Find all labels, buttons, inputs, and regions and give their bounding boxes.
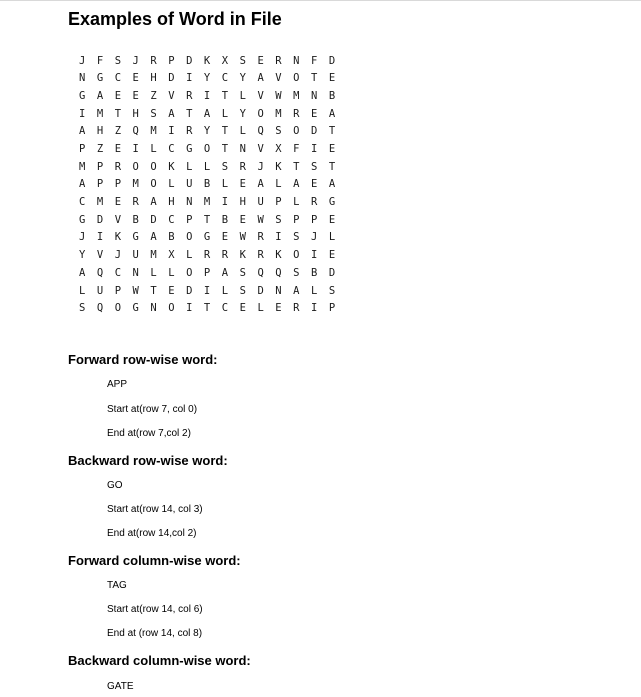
grid-cell: C (114, 72, 122, 85)
grid-cell: A (79, 125, 86, 138)
grid-cell: U (257, 196, 264, 209)
grid-cell: E (132, 72, 139, 85)
grid-cell: P (114, 178, 122, 191)
grid-cell: Q (96, 266, 104, 279)
grid-cell: A (293, 284, 300, 297)
grid-cell: W (257, 213, 264, 226)
grid-cell: D (328, 266, 336, 279)
grid-cell: Y (239, 107, 246, 120)
grid-cell: U (96, 284, 104, 297)
grid-cell: U (132, 249, 139, 262)
grid-cell: V (257, 143, 264, 156)
grid-cell: L (221, 284, 229, 297)
grid-cell: I (186, 72, 193, 85)
grid-cell: L (150, 266, 157, 279)
grid-cell: E (328, 143, 336, 156)
grid-cell: S (275, 125, 282, 138)
grid-cell: J (79, 54, 86, 67)
grid-cell: M (293, 89, 300, 102)
grid-cell: D (96, 213, 104, 226)
grid-cell: R (186, 125, 193, 138)
grid-cell: T (310, 72, 318, 85)
grid-cell: L (275, 178, 282, 191)
grid-cell: A (293, 178, 300, 191)
grid-cell: S (328, 284, 336, 297)
section-word-backward-row: GO (107, 480, 123, 491)
grid-cell: E (168, 284, 175, 297)
grid-cell: L (239, 125, 246, 138)
grid-cell: G (79, 89, 86, 102)
grid-cell: A (257, 178, 264, 191)
grid-cell: E (132, 89, 139, 102)
section-end-forward-row: End at(row 7,col 2) (107, 428, 191, 439)
grid-cell: C (168, 143, 175, 156)
grid-cell: O (293, 125, 300, 138)
grid-cell: S (239, 284, 246, 297)
grid-cell: I (96, 231, 104, 244)
grid-cell: J (132, 54, 139, 67)
grid-cell: I (132, 143, 139, 156)
grid-cell: P (275, 196, 282, 209)
grid-cell: J (257, 160, 264, 173)
section-word-forward-row: APP (107, 379, 128, 390)
grid-row (79, 70, 347, 88)
grid-cell: M (96, 107, 104, 120)
grid-cell: B (203, 178, 211, 191)
grid-cell: Y (239, 72, 246, 85)
grid-cell: A (150, 231, 157, 244)
grid-cell: H (150, 72, 157, 85)
grid-cell: G (203, 231, 211, 244)
grid-cell: J (79, 231, 86, 244)
grid-cell: O (203, 143, 211, 156)
grid-cell: P (203, 266, 211, 279)
grid-row (79, 264, 347, 282)
grid-cell: B (310, 266, 318, 279)
grid-cell: V (275, 72, 282, 85)
grid-cell: V (96, 249, 104, 262)
grid-cell: R (293, 107, 300, 120)
page-title: Examples of Word in File (68, 9, 282, 29)
grid-cell: E (239, 213, 246, 226)
grid-cell: Z (150, 89, 157, 102)
grid-cell: I (203, 284, 211, 297)
grid-cell: B (328, 89, 336, 102)
grid-cell: M (132, 178, 139, 191)
grid-cell: C (221, 302, 229, 315)
grid-cell: L (203, 160, 211, 173)
grid-row (79, 300, 347, 318)
grid-cell: W (239, 231, 246, 244)
grid-row (79, 282, 347, 300)
grid-cell: L (293, 196, 300, 209)
grid-cell: L (239, 89, 246, 102)
section-heading-forward-column: Forward column-wise word: (68, 553, 241, 568)
grid-cell: T (186, 107, 193, 120)
grid-cell: Y (203, 72, 211, 85)
grid-cell: Z (96, 143, 104, 156)
grid-cell: G (328, 196, 336, 209)
grid-cell: U (186, 178, 193, 191)
grid-cell: K (168, 160, 175, 173)
letter-grid (79, 52, 347, 317)
grid-cell: P (293, 213, 300, 226)
grid-cell: B (221, 213, 229, 226)
grid-cell: C (79, 196, 86, 209)
grid-cell: T (328, 160, 336, 173)
grid-cell: D (257, 284, 264, 297)
grid-cell: S (293, 266, 300, 279)
grid-cell: R (310, 196, 318, 209)
grid-cell: T (293, 160, 300, 173)
grid-row (79, 140, 347, 158)
section-start-forward-row: Start at(row 7, col 0) (107, 404, 198, 415)
section-heading-backward-column: Backward column-wise word: (68, 653, 251, 668)
grid-cell: Q (257, 266, 264, 279)
grid-row (79, 105, 347, 123)
grid-cell: Z (114, 125, 122, 138)
grid-cell: R (186, 89, 193, 102)
grid-cell: M (150, 125, 157, 138)
grid-cell: E (328, 249, 336, 262)
grid-cell: S (310, 160, 318, 173)
grid-cell: T (150, 284, 157, 297)
grid-cell: C (114, 266, 122, 279)
grid-cell: O (186, 231, 193, 244)
grid-cell: R (293, 302, 300, 315)
grid-cell: T (221, 125, 229, 138)
section-end-backward-row: End at(row 14,col 2) (107, 528, 197, 539)
section-heading-forward-row: Forward row-wise word: (68, 352, 218, 367)
grid-cell: P (114, 284, 122, 297)
grid-cell: T (203, 213, 211, 226)
grid-cell: T (203, 302, 211, 315)
grid-cell: J (310, 231, 318, 244)
grid-cell: O (257, 107, 264, 120)
section-heading-backward-row: Backward row-wise word: (68, 453, 228, 468)
grid-cell: E (239, 302, 246, 315)
grid-cell: E (257, 54, 264, 67)
grid-cell: E (310, 107, 318, 120)
grid-cell: A (221, 266, 229, 279)
grid-cell: D (186, 54, 193, 67)
section-word-backward-column: GATE (107, 681, 134, 692)
grid-cell: A (96, 89, 104, 102)
grid-cell: E (328, 213, 336, 226)
grid-cell: R (221, 249, 229, 262)
grid-row (79, 176, 347, 194)
grid-cell: L (257, 302, 264, 315)
grid-cell: N (79, 72, 86, 85)
top-border (0, 0, 641, 1)
grid-cell: F (293, 143, 300, 156)
grid-cell: N (310, 89, 318, 102)
grid-cell: W (132, 284, 139, 297)
grid-cell: G (132, 231, 139, 244)
grid-cell: K (114, 231, 122, 244)
grid-cell: E (114, 196, 122, 209)
grid-cell: N (239, 143, 246, 156)
grid-cell: D (168, 72, 175, 85)
grid-cell: G (96, 72, 104, 85)
section-start-forward-column: Start at(row 14, col 6) (107, 604, 203, 615)
grid-cell: S (239, 266, 246, 279)
grid-cell: I (168, 125, 175, 138)
grid-cell: A (328, 178, 336, 191)
grid-cell: X (221, 54, 229, 67)
grid-cell: S (114, 54, 122, 67)
grid-cell: M (275, 107, 282, 120)
grid-cell: N (150, 302, 157, 315)
grid-cell: A (328, 107, 336, 120)
grid-cell: Q (132, 125, 139, 138)
grid-cell: O (168, 302, 175, 315)
grid-cell: L (221, 178, 229, 191)
grid-cell: T (328, 125, 336, 138)
grid-cell: S (221, 160, 229, 173)
grid-cell: E (310, 178, 318, 191)
grid-cell: S (150, 107, 157, 120)
grid-cell: D (186, 284, 193, 297)
grid-cell: I (310, 249, 318, 262)
grid-cell: H (168, 196, 175, 209)
grid-cell: O (293, 249, 300, 262)
grid-cell: B (132, 213, 139, 226)
grid-cell: R (257, 249, 264, 262)
section-end-forward-column: End at (row 14, col 8) (107, 628, 203, 639)
grid-cell: I (275, 231, 282, 244)
grid-row (79, 194, 347, 212)
grid-cell: E (114, 89, 122, 102)
grid-row (79, 52, 347, 70)
grid-cell: H (96, 125, 104, 138)
grid-cell: P (96, 178, 104, 191)
grid-cell: P (168, 54, 175, 67)
grid-cell: Q (257, 125, 264, 138)
grid-cell: R (150, 54, 157, 67)
grid-cell: N (293, 54, 300, 67)
grid-row (79, 229, 347, 247)
grid-cell: Q (275, 266, 282, 279)
grid-cell: T (114, 107, 122, 120)
grid-cell: S (79, 302, 86, 315)
grid-cell: L (328, 231, 336, 244)
grid-cell: K (203, 54, 211, 67)
grid-cell: R (275, 54, 282, 67)
grid-cell: I (221, 196, 229, 209)
grid-cell: P (310, 213, 318, 226)
grid-cell: V (257, 89, 264, 102)
grid-cell: O (114, 302, 122, 315)
grid-cell: T (221, 143, 229, 156)
grid-cell: V (168, 89, 175, 102)
grid-cell: Y (79, 249, 86, 262)
grid-cell: E (114, 143, 122, 156)
grid-cell: E (239, 178, 246, 191)
grid-cell: N (132, 266, 139, 279)
grid-cell: A (203, 107, 211, 120)
grid-cell: I (310, 143, 318, 156)
grid-cell: P (96, 160, 104, 173)
grid-row (79, 123, 347, 141)
grid-cell: J (114, 249, 122, 262)
grid-cell: G (79, 213, 86, 226)
grid-cell: K (275, 249, 282, 262)
grid-cell: G (186, 143, 193, 156)
grid-cell: S (239, 54, 246, 67)
grid-row (79, 158, 347, 176)
grid-cell: O (186, 266, 193, 279)
grid-cell: D (310, 125, 318, 138)
grid-cell: Q (96, 302, 104, 315)
grid-cell: A (257, 72, 264, 85)
grid-cell: E (328, 72, 336, 85)
grid-cell: V (114, 213, 122, 226)
grid-cell: R (239, 160, 246, 173)
grid-cell: L (310, 284, 318, 297)
grid-cell: W (275, 89, 282, 102)
grid-cell: E (221, 231, 229, 244)
grid-cell: C (168, 213, 175, 226)
grid-cell: F (96, 54, 104, 67)
grid-cell: M (96, 196, 104, 209)
grid-cell: R (114, 160, 122, 173)
grid-cell: K (239, 249, 246, 262)
grid-cell: I (203, 89, 211, 102)
grid-row (79, 211, 347, 229)
grid-cell: N (275, 284, 282, 297)
grid-cell: M (203, 196, 211, 209)
grid-cell: R (257, 231, 264, 244)
grid-cell: H (239, 196, 246, 209)
grid-cell: I (79, 107, 86, 120)
grid-cell: D (328, 54, 336, 67)
grid-cell: A (79, 178, 86, 191)
grid-cell: O (132, 160, 139, 173)
grid-cell: E (275, 302, 282, 315)
grid-row (79, 87, 347, 105)
grid-cell: X (275, 143, 282, 156)
grid-cell: T (221, 89, 229, 102)
grid-cell: P (79, 143, 86, 156)
grid-cell: I (310, 302, 318, 315)
grid-cell: M (79, 160, 86, 173)
grid-cell: L (186, 249, 193, 262)
grid-cell: B (168, 231, 175, 244)
grid-cell: L (186, 160, 193, 173)
grid-cell: A (150, 196, 157, 209)
grid-cell: F (310, 54, 318, 67)
grid-cell: S (275, 213, 282, 226)
grid-cell: L (168, 178, 175, 191)
grid-cell: L (150, 143, 157, 156)
grid-cell: K (275, 160, 282, 173)
grid-cell: I (186, 302, 193, 315)
grid-cell: H (132, 107, 139, 120)
grid-cell: M (150, 249, 157, 262)
grid-cell: L (168, 266, 175, 279)
grid-cell: P (186, 213, 193, 226)
grid-cell: A (168, 107, 175, 120)
grid-cell: A (79, 266, 86, 279)
grid-cell: R (203, 249, 211, 262)
grid-cell: L (221, 107, 229, 120)
grid-cell: D (150, 213, 157, 226)
section-start-backward-row: Start at(row 14, col 3) (107, 504, 203, 515)
grid-cell: O (150, 160, 157, 173)
grid-cell: X (168, 249, 175, 262)
grid-row (79, 247, 347, 265)
grid-cell: R (132, 196, 139, 209)
grid-cell: L (79, 284, 86, 297)
grid-cell: S (293, 231, 300, 244)
grid-cell: O (150, 178, 157, 191)
grid-cell: O (293, 72, 300, 85)
grid-cell: Y (203, 125, 211, 138)
grid-cell: G (132, 302, 139, 315)
grid-cell: N (186, 196, 193, 209)
grid-cell: C (221, 72, 229, 85)
section-word-forward-column: TAG (107, 580, 127, 591)
grid-cell: P (328, 302, 336, 315)
